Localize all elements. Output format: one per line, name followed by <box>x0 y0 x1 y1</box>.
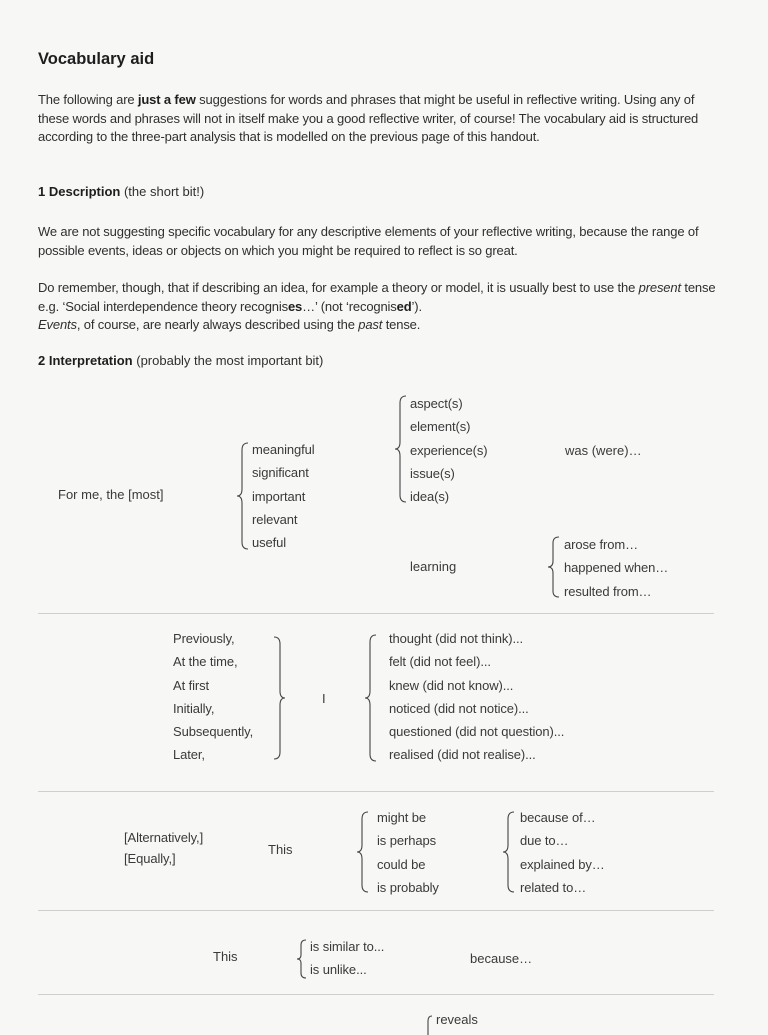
block3-lead-item: [Equally,] <box>124 851 176 866</box>
block1-learning-verbs <box>564 533 668 603</box>
description-paragraph-1: We are not suggesting specific vocabulary for any descriptive elements of your reflective writing, because the range of possible events, ideas or objects on which you might be required to reflect is so great. <box>38 224 699 258</box>
block3-modals-brace <box>360 811 370 893</box>
block3-lead <box>124 827 203 869</box>
block3-causes <box>520 806 605 899</box>
learning-verb-item: arose from… <box>564 537 639 552</box>
block3-lead-item: [Alternatively,] <box>124 830 204 845</box>
interpretation-heading-label: 2 Interpretation <box>38 353 133 368</box>
p2-ed: ed <box>396 298 412 314</box>
time-item: Subsequently, <box>173 724 254 740</box>
section-divider <box>38 613 714 614</box>
p2-text-a: Do remember, though, that if describing an idea, for example a theory or model, it is usually best to use the <box>38 280 639 295</box>
block2-verbs <box>389 627 564 767</box>
cognition-verb-item: knew (did not know)... <box>389 677 514 693</box>
p2-past: past <box>358 317 383 332</box>
cause-item: related to… <box>520 879 587 895</box>
time-item: Initially, <box>173 700 215 716</box>
p2-es: es <box>287 298 303 314</box>
block4-comparisons <box>310 935 384 982</box>
interpretation-heading <box>38 353 323 368</box>
page-title: Vocabulary aid <box>38 50 155 68</box>
cause-item: due to… <box>520 833 569 849</box>
cognition-verb-item: noticed (did not notice)... <box>389 700 529 716</box>
comparison-item: is similar to... <box>310 939 385 954</box>
noun-item: issue(s) <box>410 465 455 481</box>
time-item: Previously, <box>173 631 235 646</box>
adjective-item: useful <box>252 535 287 551</box>
block5-partial-word: reveals <box>436 1012 478 1027</box>
cognition-verb-item: felt (did not feel)... <box>389 654 491 670</box>
noun-item: idea(s) <box>410 489 450 505</box>
block2-pronoun: I <box>322 691 326 706</box>
adjective-item: meaningful <box>252 442 315 457</box>
cause-item: explained by… <box>520 856 605 872</box>
comparison-item: is unlike... <box>310 962 367 978</box>
block4-reason: because… <box>470 951 533 966</box>
block1-learning: learning <box>410 559 457 574</box>
adjective-item: significant <box>252 465 309 481</box>
block1-learning-brace <box>551 536 561 598</box>
block3-causes-brace <box>506 811 516 893</box>
learning-verb-item: resulted from… <box>564 583 652 599</box>
time-item: At first <box>173 677 210 693</box>
noun-item: aspect(s) <box>410 396 463 411</box>
modal-item: could be <box>377 856 426 872</box>
section-divider <box>38 791 714 792</box>
interpretation-heading-note: (probably the most important bit) <box>132 353 324 368</box>
description-heading <box>38 184 204 199</box>
intro-text: The following are <box>38 92 138 107</box>
block3-subject: This <box>268 842 293 857</box>
learning-verb-item: happened when… <box>564 560 669 576</box>
p2-text-e: , of course, are nearly always described using the <box>76 317 359 332</box>
block2-times-brace <box>273 636 285 760</box>
block2-times <box>173 627 253 767</box>
section-divider <box>38 994 714 995</box>
p2-text-b: tense e.g. ‘Social interdependence theory recognis <box>38 280 716 314</box>
block1-lead: For me, the [most] <box>58 487 164 502</box>
description-paragraph-2 <box>38 279 728 335</box>
block1-verb: was (were)… <box>565 443 642 458</box>
block5-brace <box>426 1015 434 1035</box>
modal-item: is perhaps <box>377 833 436 849</box>
time-item: At the time, <box>173 654 238 670</box>
block1-adj-brace <box>240 442 250 550</box>
cognition-verb-item: questioned (did not question)... <box>389 724 565 740</box>
p2-text-c: …’ (not ‘recognis <box>302 298 397 314</box>
block3-modals <box>377 806 439 899</box>
block1-noun-brace <box>398 395 408 503</box>
intro-paragraph <box>38 91 728 147</box>
section-divider <box>38 910 714 911</box>
p2-text-d: ’). <box>411 298 422 314</box>
intro-emphasis: just a few <box>137 92 196 107</box>
description-heading-label: 1 Description <box>38 184 121 199</box>
cognition-verb-item: realised (did not realise)... <box>389 747 536 763</box>
block4-subject: This <box>213 949 238 964</box>
block2-verbs-brace <box>368 634 378 762</box>
p2-events: Events <box>38 317 77 332</box>
modal-item: might be <box>377 810 427 825</box>
modal-item: is probably <box>377 879 439 895</box>
p2-present: present <box>638 280 681 295</box>
intro-text-cont: suggestions for words and phrases that might be useful in reflective writing. Using any of these words and phrases will not in itself make you a good reflective writer, of course! The vocabulary aid is structured according to the three-part analysis that is modelled on the previous page of this handout. <box>38 92 699 144</box>
block1-nouns <box>410 392 487 508</box>
cognition-verb-item: thought (did not think)... <box>389 631 523 646</box>
noun-item: experience(s) <box>410 442 488 458</box>
block1-adjectives <box>252 438 315 554</box>
adjective-item: relevant <box>252 511 298 527</box>
description-heading-note: (the short bit!) <box>120 184 205 199</box>
adjective-item: important <box>252 488 306 504</box>
cause-item: because of… <box>520 810 596 825</box>
p2-text-f: tense. <box>382 317 421 332</box>
time-item: Later, <box>173 747 205 763</box>
block4-compare-brace <box>299 939 309 979</box>
noun-item: element(s) <box>410 419 471 435</box>
